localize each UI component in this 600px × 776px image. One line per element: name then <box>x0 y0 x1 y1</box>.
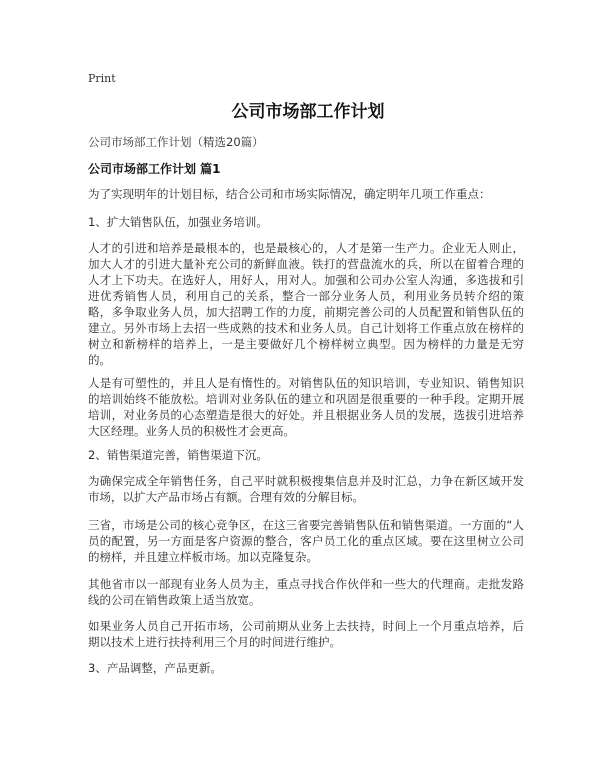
paragraph-intro: 为了实现明年的计划目标，结合公司和市场实际情况，确定明年几项工作重点： <box>88 187 491 201</box>
paragraph-training: 人是有可塑性的，并且人是有惰性的。对销售队伍的知识培训，专业知识、销售知识的培训始终不能放松。培训对业务队伍的建立和巩固是很重要的一种手段。定期开展培训，对业务员的心态塑造是很大的好处。并且根据业务人员的发展，选拔引进培养大区经理。业务人员的积极性才会更高。 <box>88 376 524 438</box>
paragraph-item-1-heading: 1、扩大销售队伍，加强业务培训。 <box>88 215 268 229</box>
page-title: 公司市场部工作计划 <box>231 102 385 122</box>
paragraph-talent: 人才的引进和培养是最根本的，也是最核心的，人才是第一生产力。企业无人则止，加大人才的引进大量补充公司的新鲜血液。铁打的营盘流水的兵，所以在留着合理的人才上下功夫。在选好人，用好人，用对人。加强和公司办公室人沟通，多选拔和引进优秀销售人员，利用自己的关系，整合一部分业务人员，利用业务员转介绍的策略，多争取业务人员，加大招聘工作的力度，前期完善公司的人员配置和销售队伍的建立。另外市场上去招一些成熟的技术和业务人员。自己计划将工作重点放在榜样的树立和新榜样的培养上，一是主要做好几个榜样树立典型。因为榜样的力量是无穷的。 <box>88 241 524 367</box>
print-link[interactable]: Print <box>88 72 116 85</box>
paragraph-item-3-heading: 3、产品调整，产品更新。 <box>88 661 222 675</box>
document-subtitle: 公司市场部工作计划（精选20篇） <box>88 135 264 149</box>
section-heading: 公司市场部工作计划 篇1 <box>88 162 221 176</box>
paragraph-other-provinces: 其他省市以一部现有业务人员为主，重点寻找合作伙伴和一些大的代理商。走批发路线的公司在销售政策上适当放宽。 <box>88 577 524 607</box>
paragraph-self-development: 如果业务人员自己开拓市场，公司前期从业务上去扶持，时间上一个月重点培养，后期以技术上进行扶持利用三个月的时间进行维护。 <box>88 619 524 649</box>
paragraph-three-provinces: 三省，市场是公司的核心竞争区，在这三省要完善销售队伍和销售渠道。一方面的“人员的配置，另一方面是客户资源的整合，客户员工化的重点区域。要在这里树立公司的榜样，并且建立样板市场。加以克隆复杂。 <box>88 518 524 564</box>
paragraph-sales-task: 为确保完成全年销售任务，自己平时就积极搜集信息并及时汇总，力争在新区域开发市场，以扩大产品市场占有额。合理有效的分解目标。 <box>88 474 524 504</box>
paragraph-item-2-heading: 2、销售渠道完善，销售渠道下沉。 <box>88 448 268 462</box>
